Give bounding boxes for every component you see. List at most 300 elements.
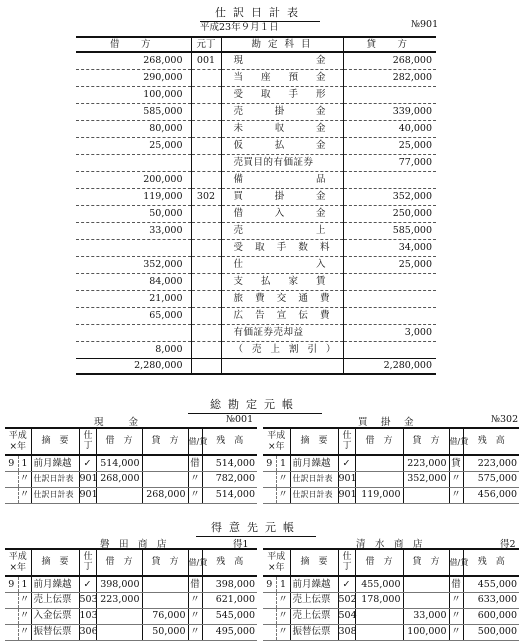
ledger-balance: 633,000: [463, 592, 519, 608]
ledger-header-folio-text: 仕丁: [342, 552, 352, 572]
journal-account-char: 金: [315, 105, 326, 117]
journal-row: [76, 239, 436, 256]
journal-debit-cell: [76, 154, 191, 171]
journal-ref-cell: [191, 137, 221, 154]
payable-ledger-table: [263, 427, 519, 504]
ledger-folio: 306: [79, 624, 96, 640]
journal-debit-cell: 84,000: [76, 273, 191, 290]
journal-ref-cell: [191, 290, 221, 307]
ledger-folio: 901: [338, 487, 355, 503]
ledger-day: 〃: [276, 608, 290, 624]
journal-row: [76, 188, 436, 205]
journal-account-char: 宣: [276, 309, 287, 321]
ledger-summary: 前月繰越: [290, 576, 338, 592]
ledger-drcr: 借: [449, 576, 463, 592]
journal-debit-cell: 585,000: [76, 103, 191, 120]
journal-header-debit: 借 方: [76, 37, 191, 52]
journal-row: [76, 69, 436, 86]
journal-credit-cell: 3,000: [343, 324, 436, 341]
ledger-header-date: [263, 428, 290, 455]
ledger-row: [263, 624, 519, 640]
journal-account-char: 品: [315, 173, 326, 185]
journal-ref-cell: [191, 307, 221, 324]
ledger-drcr: 〃: [449, 592, 463, 608]
ledger-row: [263, 576, 519, 592]
journal-account-char: 金: [315, 55, 326, 66]
journal-account-name: [234, 73, 326, 83]
ledger-credit: [142, 471, 188, 487]
journal-ref-cell: [191, 273, 221, 290]
ledger-debit: 398,000: [96, 576, 142, 592]
ledger-drcr: 〃: [449, 624, 463, 640]
journal-debit-cell: 100,000: [76, 86, 191, 103]
journal-ref-cell: [191, 239, 221, 256]
ledger-debit: [355, 608, 403, 624]
ledger-header-folio: [338, 549, 355, 576]
ledger-folio: 308: [338, 624, 355, 640]
journal-credit-cell: 40,000: [343, 120, 436, 137]
ledger-row: [5, 592, 257, 608]
ledger-month: 9: [263, 576, 276, 592]
iwata-account-number: 得1: [233, 539, 249, 550]
journal-debit-cell: 33,000: [76, 222, 191, 239]
journal-credit-cell: [343, 290, 436, 307]
journal-account-char: 費: [319, 292, 330, 304]
ledger-summary: 前月繰越: [31, 576, 79, 592]
journal-account-cell: [221, 239, 343, 256]
ledger-debit: [96, 487, 142, 503]
ledger-balance: 545,000: [202, 608, 257, 624]
journal-account-cell: [221, 171, 343, 188]
ledger-summary: 仕訳日計表: [31, 487, 79, 503]
ledger-folio: 504: [338, 608, 355, 624]
ledger-row: [5, 608, 257, 624]
journal-account-char: 仮: [233, 139, 244, 151]
ledger-month: [263, 624, 276, 640]
journal-account-name: 有価証券売却益: [233, 326, 304, 338]
journal-account-name: [234, 260, 326, 270]
journal-account-char: 現: [233, 55, 244, 66]
ledger-credit: 100,000: [403, 624, 449, 640]
journal-header-account: 勘 定 科 目: [221, 37, 343, 52]
journal-debit-cell: [76, 324, 191, 341]
journal-account-char: 金: [315, 71, 326, 83]
journal-credit-cell: [343, 171, 436, 188]
ledger-summary: 仕訳日計表: [290, 471, 338, 487]
journal-account-char: 売: [233, 224, 244, 236]
journal-account-char: 備: [233, 173, 244, 185]
journal-row: [76, 324, 436, 341]
journal-credit-cell: 268,000: [343, 52, 436, 69]
ledger-debit: [96, 608, 142, 624]
ledger-folio: ✓: [338, 455, 355, 471]
ledger-header-drcr: 借/貸: [188, 428, 202, 455]
ledger-month: [263, 592, 276, 608]
journal-total-ref-blank: [191, 358, 221, 374]
ledger-folio: ✓: [79, 455, 96, 471]
journal-row: [76, 154, 436, 171]
ledger-balance: 600,000: [463, 608, 519, 624]
ledger-credit: [142, 576, 188, 592]
ledger-header-date: [5, 549, 31, 576]
journal-total-account-blank: [221, 358, 343, 374]
general-ledger-title: 総勘定元帳: [188, 396, 322, 414]
journal-account-name: [234, 192, 326, 202]
ledger-balance: 621,000: [202, 592, 257, 608]
ledger-debit: [96, 624, 142, 640]
ledger-summary: 振替伝票: [290, 624, 338, 640]
ledger-balance: 223,000: [463, 455, 519, 471]
journal-account-name: [234, 124, 326, 134]
journal-account-char: 料: [319, 241, 330, 253]
journal-total-debit: 2,280,000: [76, 358, 191, 374]
journal-account-cell: [221, 154, 343, 171]
ledger-day: 〃: [18, 471, 31, 487]
ledger-header-date: [263, 549, 290, 576]
journal-account-char: 手: [276, 241, 287, 253]
journal-header-row: [76, 37, 436, 52]
journal-row: [76, 222, 436, 239]
journal-ref-cell: [191, 205, 221, 222]
journal-header-credit: 貸 方: [343, 37, 436, 52]
ledger-debit: 178,000: [355, 592, 403, 608]
ledger-header-debit: 借 方: [96, 549, 142, 576]
iwata-account-name: 磐 田 商 店: [100, 539, 167, 550]
ledger-debit: 514,000: [96, 455, 142, 471]
journal-account-name: [234, 90, 326, 100]
journal-account-char: 取: [255, 241, 265, 253]
ledger-credit: [142, 592, 188, 608]
ledger-header-summary: 摘 要: [31, 549, 79, 576]
ledger-month: [263, 608, 276, 624]
ledger-credit: 76,000: [142, 608, 188, 624]
journal-account-char: 交: [276, 292, 287, 304]
journal-total-credit: 2,280,000: [343, 358, 436, 374]
ledger-header-row: [263, 428, 519, 455]
ledger-debit: [355, 471, 403, 487]
journal-ref-cell: [191, 256, 221, 273]
ledger-drcr: 〃: [188, 471, 202, 487]
journal-account-char: 旅: [233, 292, 244, 304]
journal-ref-cell: [191, 120, 221, 137]
journal-date: 平成23年９月１日: [200, 22, 279, 33]
ledger-month: [5, 624, 18, 640]
journal-account-cell: [221, 290, 343, 307]
journal-debit-cell: 268,000: [76, 52, 191, 69]
ledger-month: [5, 471, 18, 487]
journal-row: [76, 307, 436, 324]
ledger-header-summary: 摘 要: [31, 428, 79, 455]
journal-account-char: 払: [274, 139, 285, 151]
ledger-row: [263, 487, 519, 503]
journal-account-char: 手: [288, 88, 298, 100]
ledger-header-year: ×年: [9, 562, 27, 573]
journal-header-ref: 元丁: [191, 37, 221, 52]
journal-account-name: [234, 311, 330, 321]
ledger-month: [5, 608, 18, 624]
ledger-header-debit: 借 方: [355, 549, 403, 576]
ledger-debit: 455,000: [355, 576, 403, 592]
journal-account-char: 預: [288, 71, 298, 83]
journal-account-char: 収: [274, 122, 285, 134]
journal-account-char: 伝: [298, 309, 308, 321]
ledger-header-balance: 残 高: [463, 549, 519, 576]
journal-account-name: （売上割引）: [233, 343, 345, 355]
ledger-header-summary: 摘 要: [290, 549, 338, 576]
journal-account-char: 通: [298, 292, 308, 304]
ledger-summary: 前月繰越: [31, 455, 79, 471]
ledger-balance: 500,000: [463, 624, 519, 640]
journal-ref-cell: 302: [191, 188, 221, 205]
ledger-drcr: 〃: [188, 624, 202, 640]
shimizu-account-name: 清 水 商 店: [356, 539, 423, 550]
journal-account-char: 未: [233, 122, 244, 134]
journal-debit-cell: 352,000: [76, 256, 191, 273]
ledger-month: 9: [5, 455, 18, 471]
journal-account-cell: [221, 188, 343, 205]
journal-row: [76, 341, 436, 358]
journal-account-char: 広: [233, 309, 244, 321]
ledger-credit: 50,000: [142, 624, 188, 640]
journal-account-char: 金: [315, 139, 326, 151]
ledger-folio: 103: [79, 608, 96, 624]
shimizu-account-number: 得2: [500, 539, 516, 550]
journal-account-name: [234, 294, 330, 304]
ledger-summary: 仕訳日計表: [290, 487, 338, 503]
journal-credit-cell: 250,000: [343, 205, 436, 222]
journal-table: [76, 36, 436, 375]
journal-body: [76, 52, 436, 374]
ledger-header-credit: 貸 方: [142, 428, 188, 455]
ledger-drcr: 借: [188, 576, 202, 592]
journal-debit-cell: 119,000: [76, 188, 191, 205]
journal-row: [76, 86, 436, 103]
journal-debit-cell: 8,000: [76, 341, 191, 358]
journal-account-name: [234, 277, 326, 287]
journal-account-cell: [221, 52, 343, 69]
ledger-header-era: 平成: [267, 552, 286, 563]
ledger-row: [5, 487, 257, 503]
ledger-day: 〃: [276, 592, 290, 608]
ledger-header-drcr: 借/貸: [449, 428, 463, 455]
journal-debit-cell: 21,000: [76, 290, 191, 307]
ledger-month: 9: [5, 576, 18, 592]
journal-row: [76, 256, 436, 273]
ledger-summary: 仕訳日計表: [31, 471, 79, 487]
ledger-day: 〃: [18, 608, 31, 624]
cash-account-name: 現 金: [94, 417, 141, 428]
journal-credit-cell: 34,000: [343, 239, 436, 256]
ledger-month: [5, 592, 18, 608]
journal-account-name: [234, 141, 326, 151]
ledger-summary: 入金伝票: [31, 608, 79, 624]
journal-account-name: [234, 56, 326, 66]
ledger-balance: 455,000: [463, 576, 519, 592]
ledger-folio: 502: [338, 592, 355, 608]
journal-account-char: 費: [319, 309, 330, 321]
ledger-row: [263, 592, 519, 608]
journal-account-char: 入: [315, 258, 326, 270]
journal-debit-cell: 50,000: [76, 205, 191, 222]
journal-credit-cell: 77,000: [343, 154, 436, 171]
journal-credit-cell: 585,000: [343, 222, 436, 239]
journal-account-cell: [221, 273, 343, 290]
journal-account-cell: [221, 69, 343, 86]
ledger-balance: 398,000: [202, 576, 257, 592]
journal-account-char: 費: [255, 292, 265, 304]
ledger-month: [263, 471, 276, 487]
ledger-day: 1: [18, 576, 31, 592]
ledger-day: 〃: [276, 471, 290, 487]
ledger-drcr: 〃: [188, 608, 202, 624]
journal-row: [76, 120, 436, 137]
journal-account-name: 売買目的有価証券: [233, 156, 314, 168]
ledger-header-era: 平成: [267, 431, 286, 442]
payable-account-number: №302: [491, 414, 519, 425]
journal-account-cell: [221, 120, 343, 137]
ledger-header-drcr: 借/貸: [188, 549, 202, 576]
ledger-folio: ✓: [79, 576, 96, 592]
journal-ref-cell: [191, 69, 221, 86]
ledger-credit: 352,000: [403, 471, 449, 487]
journal-account-char: 告: [255, 309, 265, 321]
ledger-header-folio-text: 仕丁: [83, 431, 93, 451]
ledger-debit: 223,000: [96, 592, 142, 608]
ledger-folio: 901: [79, 471, 96, 487]
journal-account-cell: [221, 137, 343, 154]
ledger-header-folio-text: 仕丁: [342, 431, 352, 451]
ledger-header-folio: [338, 428, 355, 455]
ledger-header-balance: 残 高: [202, 549, 257, 576]
journal-credit-cell: [343, 273, 436, 290]
ledger-day: 〃: [276, 624, 290, 640]
journal-account-cell: [221, 324, 343, 341]
journal-account-name: [234, 175, 326, 185]
ledger-summary: 売上伝票: [290, 608, 338, 624]
ledger-header-era: 平成: [8, 431, 27, 442]
iwata-ledger-table: [5, 548, 257, 641]
journal-credit-cell: 25,000: [343, 256, 436, 273]
journal-account-cell: [221, 341, 343, 358]
shimizu-ledger-table: [263, 548, 519, 641]
ledger-row: [263, 455, 519, 471]
ledger-row: [263, 608, 519, 624]
ledger-summary: 振替伝票: [31, 624, 79, 640]
journal-credit-cell: [343, 307, 436, 324]
journal-ref-cell: [191, 171, 221, 188]
journal-ref-cell: [191, 324, 221, 341]
journal-credit-cell: [343, 341, 436, 358]
ledger-header-credit: 貸 方: [403, 549, 449, 576]
journal-account-char: 取: [260, 88, 271, 100]
journal-account-char: 数: [298, 241, 308, 253]
journal-account-name: [234, 209, 326, 219]
ledger-drcr: 貸: [449, 455, 463, 471]
journal-ref-cell: [191, 103, 221, 120]
ledger-balance: 495,000: [202, 624, 257, 640]
ledger-drcr: 〃: [449, 471, 463, 487]
ledger-header-debit: 借 方: [355, 428, 403, 455]
ledger-day: 〃: [18, 487, 31, 503]
journal-account-name: [234, 107, 326, 117]
journal-account-char: 受: [233, 241, 244, 253]
ledger-drcr: 借: [188, 455, 202, 471]
ledger-folio: 901: [79, 487, 96, 503]
ledger-header-folio-text: 仕丁: [83, 552, 93, 572]
ledger-header-balance: 残 高: [463, 428, 519, 455]
ledger-day: 1: [18, 455, 31, 471]
journal-account-char: 金: [315, 207, 326, 219]
ledger-credit: [403, 576, 449, 592]
ledger-summary: 売上伝票: [290, 592, 338, 608]
ledger-header-row: [263, 549, 519, 576]
journal-row: [76, 103, 436, 120]
journal-row: [76, 205, 436, 222]
customer-ledger-title: 得意先元帳: [196, 519, 316, 537]
ledger-header-year: ×年: [267, 562, 285, 573]
journal-account-char: 賃: [315, 275, 326, 287]
journal-row: [76, 137, 436, 154]
journal-account-name: [234, 226, 326, 236]
journal-title: 仕訳日計表: [200, 4, 320, 22]
journal-account-char: 買: [233, 190, 244, 202]
journal-account-cell: [221, 205, 343, 222]
ledger-credit: [142, 455, 188, 471]
journal-account-char: 借: [233, 207, 244, 219]
journal-ref-cell: [191, 341, 221, 358]
ledger-day: 1: [276, 455, 290, 471]
ledger-day: 1: [276, 576, 290, 592]
ledger-month: 9: [263, 455, 276, 471]
journal-account-char: 受: [233, 88, 244, 100]
journal-debit-cell: 25,000: [76, 137, 191, 154]
payable-account-name: 買 掛 金: [358, 417, 416, 428]
ledger-header-summary: 摘 要: [290, 428, 338, 455]
journal-account-char: 支: [233, 275, 244, 287]
journal-row: [76, 290, 436, 307]
ledger-folio: 503: [79, 592, 96, 608]
ledger-balance: 782,000: [202, 471, 257, 487]
ledger-row: [5, 624, 257, 640]
ledger-credit: 223,000: [403, 455, 449, 471]
ledger-folio: ✓: [338, 576, 355, 592]
ledger-header-credit: 貸 方: [403, 428, 449, 455]
journal-account-cell: [221, 222, 343, 239]
journal-account-cell: [221, 86, 343, 103]
journal-account-char: 掛: [274, 190, 285, 202]
journal-account-char: 家: [288, 275, 298, 287]
ledger-balance: 456,000: [463, 487, 519, 503]
ledger-drcr: 〃: [188, 487, 202, 503]
ledger-month: [5, 487, 18, 503]
ledger-day: 〃: [276, 487, 290, 503]
ledger-balance: 514,000: [202, 455, 257, 471]
journal-account-cell: [221, 307, 343, 324]
ledger-debit: [355, 624, 403, 640]
ledger-debit: [355, 455, 403, 471]
ledger-debit: 119,000: [355, 487, 403, 503]
ledger-credit: [403, 592, 449, 608]
ledger-header-year: ×年: [9, 441, 27, 452]
journal-account-cell: [221, 103, 343, 120]
journal-ref-cell: [191, 222, 221, 239]
journal-debit-cell: 65,000: [76, 307, 191, 324]
journal-row: [76, 52, 436, 69]
journal-account-char: 上: [315, 224, 326, 236]
ledger-header-row: [5, 549, 257, 576]
ledger-credit: [403, 487, 449, 503]
journal-ref-cell: [191, 154, 221, 171]
